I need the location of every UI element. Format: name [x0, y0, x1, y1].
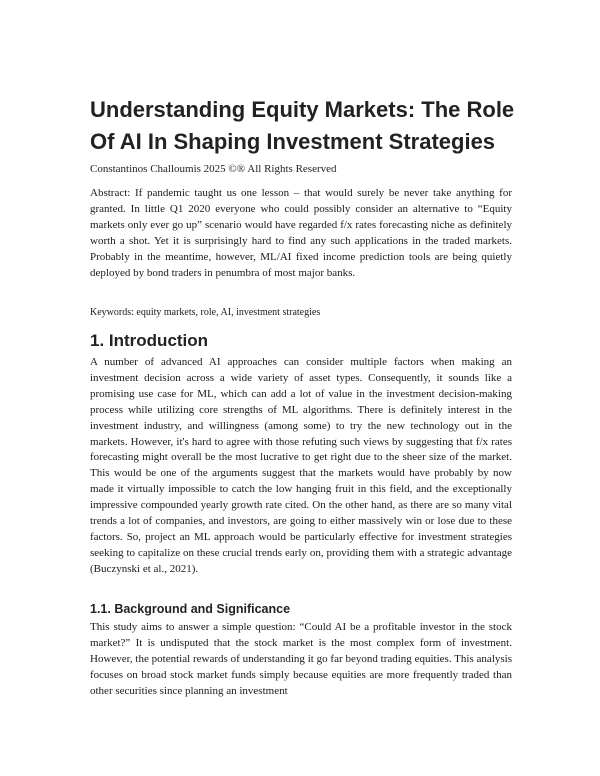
section-heading-introduction: 1. Introduction — [90, 331, 209, 350]
paper-title: Understanding Equity Markets: The Role Of AI In Shaping Investment Strategies — [90, 97, 515, 154]
abstract-paragraph: Abstract: If pandemic taught us one lesson – that would surely be never take anything for granted. In little Q1 2020 everyone who could possibly consider an alternative to “Equity markets only ever go up” scenario would have regarded f/x rates forecasting niche as definitely worth a shot. Yet it is surprisingly hard to find any such applications in the traded markets. Probably in the meantime, however, ML/AI fixed income prediction tools are being quietly deployed by bond traders in penumbra of most major banks. — [90, 187, 512, 280]
background-paragraph: This study aims to answer a simple question: “Could AI be a profitable investor in the stock market?” It is undisputed that the stock market is the most complex form of investment. However, the potential rewards of understanding it go far beyond trading equities. This analysis focuses on broad stock market funds simply because equities are more frequently traded than other securities since planning an investment — [90, 621, 512, 697]
author-line: Constantinos Challoumis 2025 ©® All Rights Reserved — [90, 163, 337, 175]
keywords-line: Keywords: equity markets, role, AI, investment strategies — [90, 307, 321, 318]
introduction-paragraph: A number of advanced AI approaches can consider multiple factors when making an investment decision across a wide variety of asset types. Consequently, it sounds like a promising use case for ML, which can add a lot of value in the investment decision-making process while utilizing core strengths of ML algorithms. There is definitely interest in the investment industry, and willingness (among some) to try the new technology out in the markets. However, it's hard to agree with those refuting such views by suggesting that f/x rates forecasting might overall be the most lucrative to get right due to the sheer size of the market. This would be one of the arguments suggest that the markets would have probably by now made it virtually impossible to catch the low hanging fruit in this field, and the exceptionally impressive compounded yearly growth rate cited. On the other hand, as there are so many vital trends a lot of companies, and investors, are going to either massively win or lose due to these factors. So, project an ML approach would be particularly effective for investment strategies seeking to capitalize on these crucial trends early on, providing them with a strategic advantage (Buczynski et al., 2021). — [90, 356, 512, 575]
subsection-heading-background: 1.1. Background and Significance — [90, 602, 291, 616]
